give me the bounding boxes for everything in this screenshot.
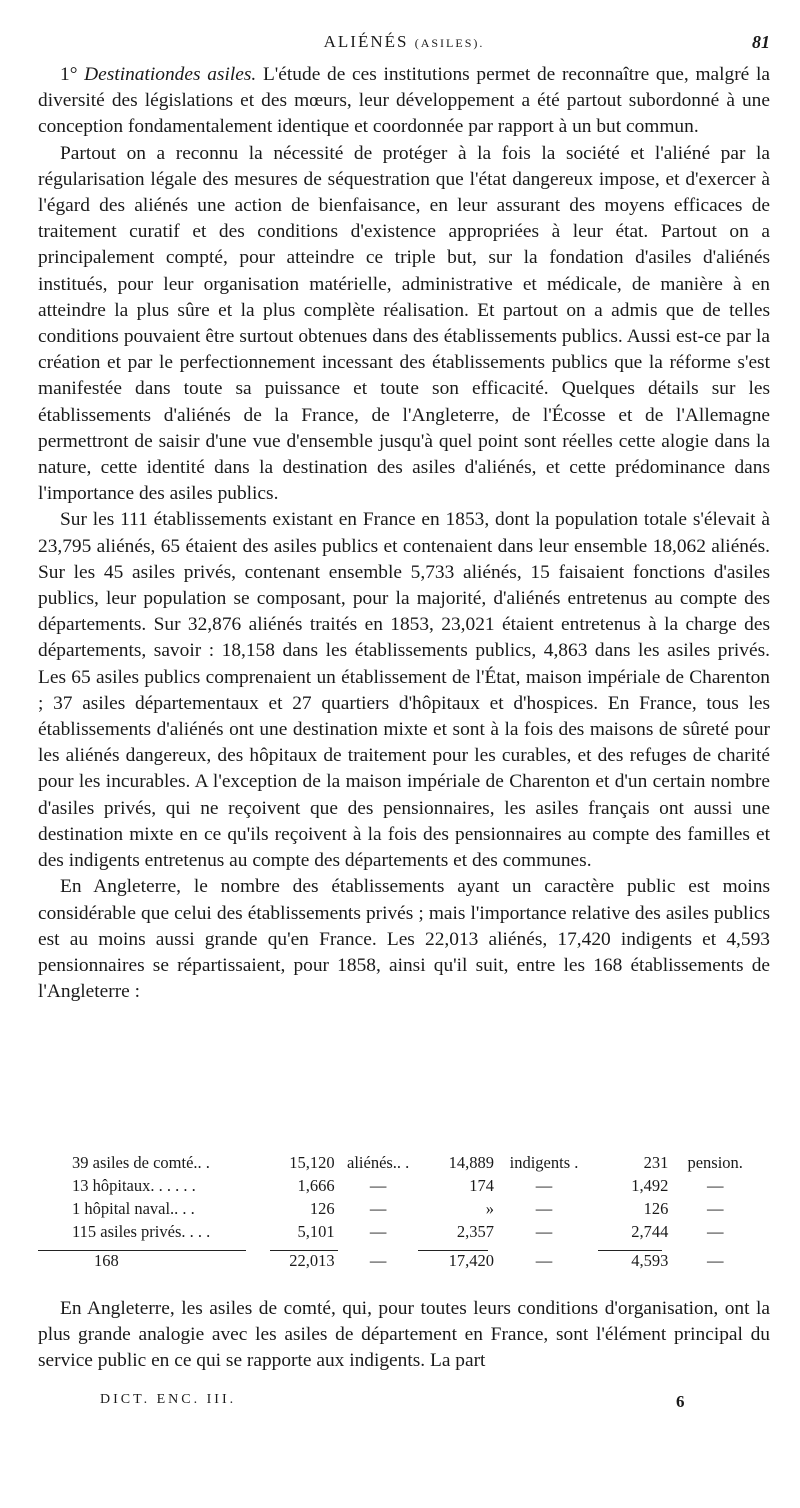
body-text-continued [38,1296,770,1375]
cell-unit: — [369,1176,387,1195]
table-row [72,1173,762,1196]
paragraph-text: L'étude de ces institutions permet de reconnaître que, malgré la diversité des législations et des mœurs, leur développement a été partout subordonné à une conception fondamentalement identique et coordonnée par rapport à un but commun. [38,64,770,138]
cell-unit: — [706,1199,724,1218]
cell-indigents: 14,889 [448,1153,495,1172]
statistics-table [72,1150,762,1271]
total-rule [270,1250,338,1251]
row-label: 13 hôpitaux. . . . . . [72,1176,196,1195]
row-label: 39 asiles de comté.. . [72,1153,210,1172]
cell-unit: — [369,1251,387,1270]
row-label: 168 [94,1251,119,1270]
cell-unit: — [535,1251,553,1270]
cell-indigents: 2,357 [456,1222,495,1241]
cell-pension: 1,492 [631,1176,669,1195]
cell-total: 22,013 [289,1251,335,1270]
signature-mark: DICT. ENC. III. [100,1392,237,1407]
cell-pension: 231 [643,1153,669,1172]
table-total-row [72,1242,762,1271]
row-label: 115 asiles privés. . . . [72,1222,211,1241]
table-row [72,1219,762,1242]
cell-unit: — [706,1176,724,1195]
sheet-number: 6 [676,1392,685,1411]
cell-pension: 2,744 [631,1222,669,1241]
total-rule [418,1250,488,1251]
page-number: 81 [752,32,770,52]
cell-indigents: 17,420 [448,1251,495,1270]
cell-total: 5,101 [297,1222,335,1241]
cell-indigents: » [485,1199,495,1218]
cell-total: 15,120 [289,1153,335,1172]
cell-unit: — [706,1251,724,1270]
row-label: 1 hôpital naval.. . . [72,1199,195,1218]
table-row [72,1196,762,1219]
running-header [38,32,770,56]
paragraph: En Angleterre, les asiles de comté, qui, pour toutes leurs conditions d'organisation, ont la plus grande analogie avec les asiles de département en France, sont l'élément principal du service public en ce qui se rapporte aux indigents. La part [38,1298,770,1372]
cell-unit: — [535,1199,553,1218]
paragraph [38,62,770,141]
cell-unit: indigents . [509,1153,579,1172]
page-footer [38,1392,770,1416]
paragraph: Sur les 111 établissements existant en France en 1853, dont la population totale s'élevait à 23,795 aliénés, 65 étaient des asiles publics et contenaient dans leur ensemble 18,062 aliénés. Sur les 45 asiles privés, contenant ensemble 5,733 aliénés, 15 faisaient fonctions d'asiles publics, leur population se composant, pour la majorité, d'aliénés entretenus au compte des départements. Sur 32,876 aliénés traités en 1853, 23,021 étaient entretenus à la charge des départements, savoir : 18,158 dans les établissements publics, 4,863 dans les asiles privés. Les 65 asiles publics comprenaient un établissement de l'État, maison impériale de Charenton ; 37 asiles départementaux et 27 quartiers d'hôpitaux et d'hospices. En France, tous les établissements d'aliénés ont une destination mixte et sont à la fois des maisons de sûreté pour les aliénés dangereux, des hôpitaux de traitement pour les curables, et des refuges de charité pour les incurables. A l'exception de la maison impériale de Charenton et d'un certain nombre d'asiles privés, qui ne reçoivent que des pensionnaires, les asiles français ont aussi une destination mixte en ce qu'ils reçoivent à la fois des pensionnaires au compte des familles et des indigents entretenus au compte des départements et des communes. [38,509,770,872]
running-title-main: ALIÉNÉS [323,32,409,51]
cell-unit: — [369,1222,387,1241]
section-heading: Destinationdes asiles. [84,64,257,85]
body-text [38,62,770,1005]
running-title-sub: (ASILES). [414,36,485,50]
cell-pension: 4,593 [631,1251,669,1270]
cell-total: 126 [309,1199,335,1218]
cell-pension: 126 [643,1199,669,1218]
cell-unit: aliénés.. . [347,1153,410,1172]
cell-unit: — [369,1199,387,1218]
paragraph: Partout on a reconnu la nécessité de protéger à la fois la société et l'aliéné par la régularisation légale des mesures de séquestration que l'état dangereux impose, et d'exercer à l'égard des aliénés une action de bienfaisance, en leur assurant des moyens efficaces de traitement curatif et des conditions d'existence appropriées à leur état. Partout on a principalement compté, pour atteindre ce triple but, sur la fondation d'asiles d'aliénés institués, pour leur organisation matérielle, administrative et médicale, de manière à en atteindre la plus sûre et la plus complète réalisation. Et partout on a admis que de telles conditions pouvaient être surtout obtenues dans des établissements publics. Aussi est-ce par la création et par le perfectionnement incessant des établissements publics que la réforme s'est manifestée dans toute sa puissance et toute son efficacité. Quelques détails sur les établissements d'aliénés de la France, de l'Angleterre, de l'Écosse et de l'Allemagne permettront de saisir d'une vue d'ensemble jusqu'à quel point sont réelles cette alogie dans la nature, cette identité dans la destination des asiles d'aliénés, et cette prédominance dans l'importance des asiles publics. [38,142,770,505]
cell-unit: — [535,1222,553,1241]
cell-unit: pension. [687,1153,743,1172]
cell-unit: — [706,1222,724,1241]
cell-unit: — [535,1176,553,1195]
running-title [38,32,770,52]
table-row [72,1150,762,1173]
total-rule [598,1250,662,1251]
section-number: 1° [60,64,78,85]
cell-indigents: 174 [469,1176,495,1195]
total-rule [38,1250,246,1251]
paragraph: En Angleterre, le nombre des établissements ayant un caractère public est moins considérable que celui des établissements privés ; mais l'importance relative des asiles publics est au moins aussi grande qu'en France. Les 22,013 aliénés, 17,420 indigents et 4,593 pensionnaires se répartissaient, pour 1858, ainsi qu'il suit, entre les 168 établissements de l'Angleterre : [38,876,770,1003]
cell-total: 1,666 [297,1176,335,1195]
